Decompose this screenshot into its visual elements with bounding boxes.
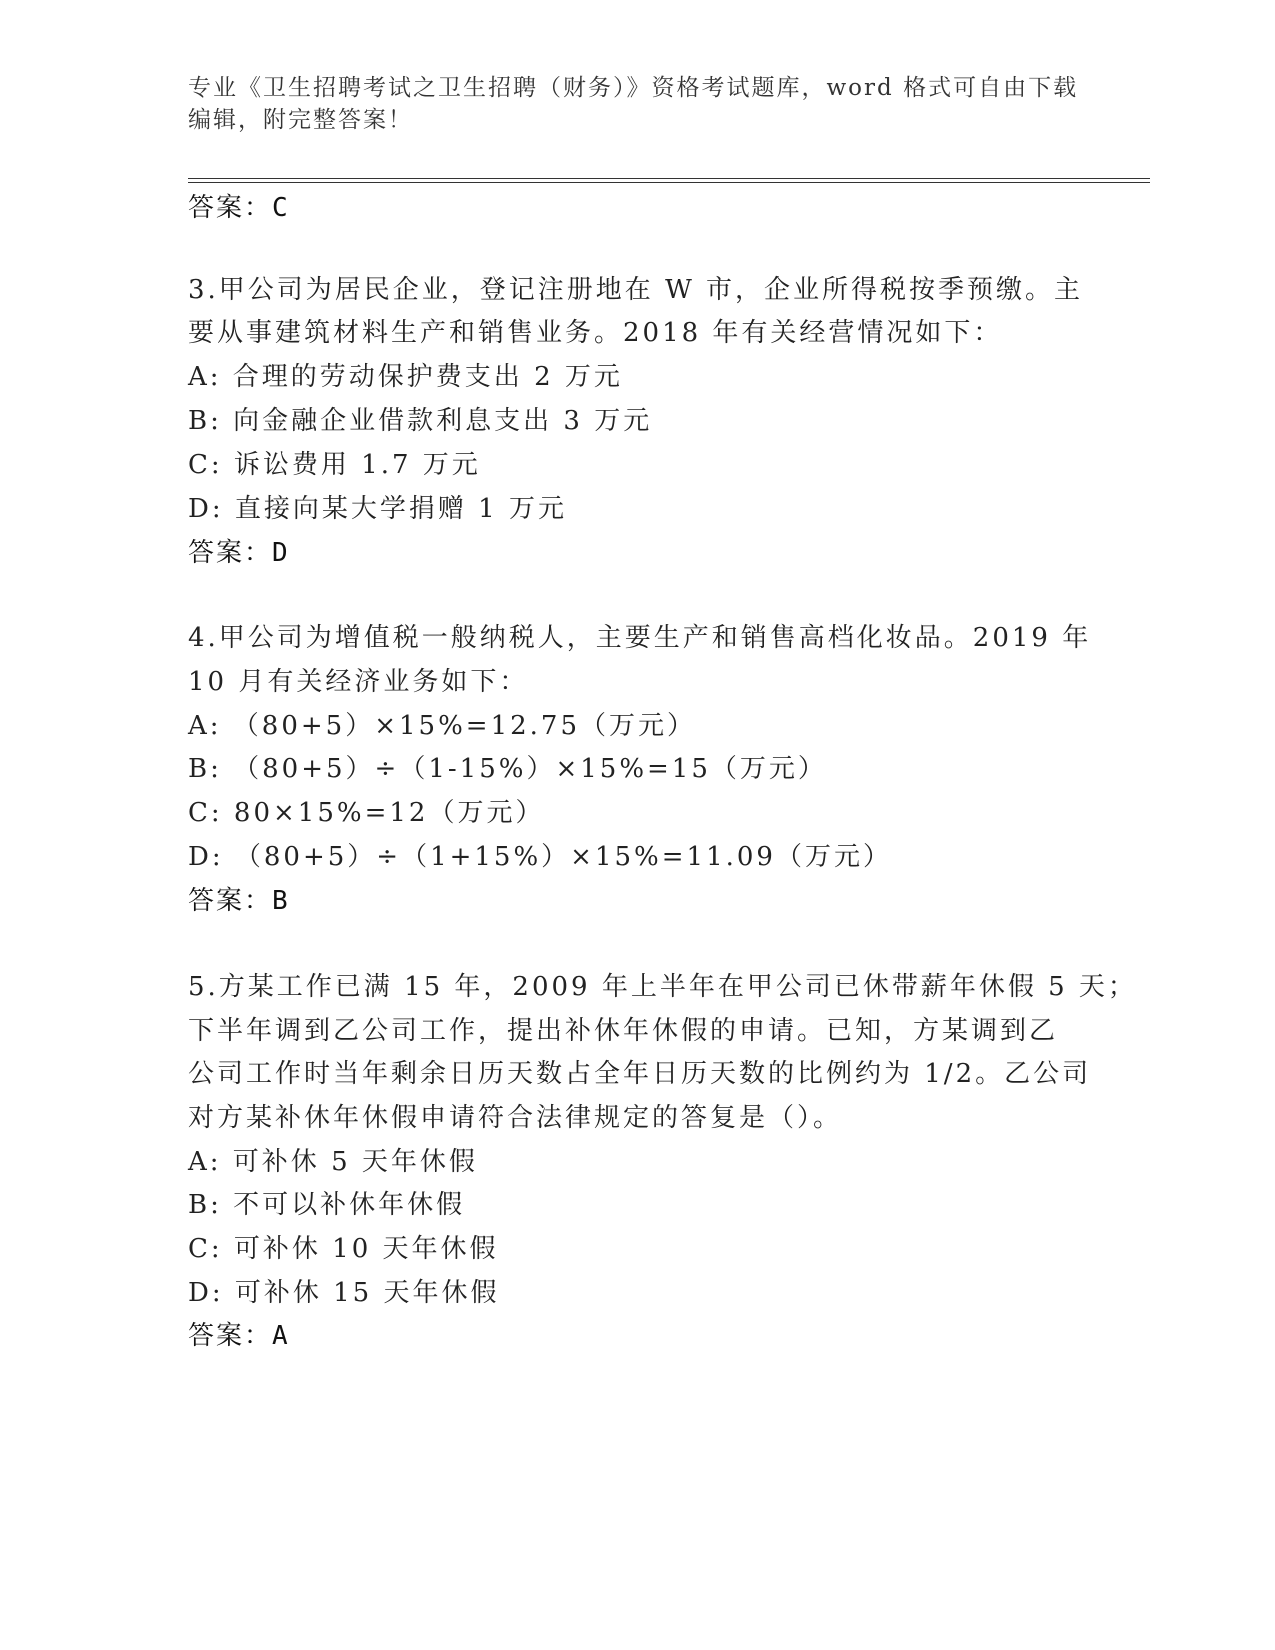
question-3-option-d: D: 直接向某大学捐赠 1 万元 (188, 494, 567, 524)
header-divider-top (188, 178, 1150, 179)
answer-label: 答案： (188, 886, 273, 916)
question-5-stem-line-4: 对方某补休年休假申请符合法律规定的答复是（）。 (188, 1103, 843, 1133)
answer-label: 答案： (188, 1321, 273, 1351)
answer-line (188, 193, 290, 223)
answer-value: C (272, 193, 290, 223)
answer-value: A (272, 1321, 290, 1351)
question-3-option-a: A: 合理的劳动保护费支出 2 万元 (188, 362, 623, 392)
answer-value: D (272, 538, 290, 568)
question-3-option-b: B: 向金融企业借款利息支出 3 万元 (188, 406, 653, 436)
question-5-option-a: A: 可补休 5 天年休假 (188, 1147, 478, 1177)
question-4-stem-line-1: 4.甲公司为增值税一般纳税人，主要生产和销售高档化妆品。2019 年 (188, 623, 1092, 653)
question-4-option-b: B: （80+5）÷（1-15%）×15%=15（万元） (188, 754, 827, 784)
answer-label: 答案： (188, 193, 273, 223)
question-5-answer (188, 1321, 290, 1351)
answer-label: 答案： (188, 538, 273, 568)
question-4-option-c: C: 80×15%=12（万元） (188, 798, 545, 828)
header-line-2: 编辑，附完整答案！ (188, 107, 413, 133)
question-5-stem-line-2: 下半年调到乙公司工作，提出补休年休假的申请。已知，方某调到乙 (188, 1016, 1059, 1046)
document-header (188, 72, 1088, 136)
question-3-option-c: C: 诉讼费用 1.7 万元 (188, 450, 481, 480)
question-5-option-c: C: 可补休 10 天年休假 (188, 1234, 499, 1264)
question-5-option-b: B: 不可以补休年休假 (188, 1190, 466, 1220)
question-5-stem-line-1: 5.方某工作已满 15 年，2009 年上半年在甲公司已休带薪年休假 5 天； (188, 972, 1137, 1002)
question-3-stem-line-1: 3.甲公司为居民企业，登记注册地在 W 市，企业所得税按季预缴。主 (188, 275, 1084, 305)
question-5-stem-line-3: 公司工作时当年剩余日历天数占全年日历天数的比例约为 1/2。乙公司 (188, 1059, 1092, 1089)
question-5-option-d: D: 可补休 15 天年休假 (188, 1278, 500, 1308)
question-3-answer (188, 538, 290, 568)
question-4-option-a: A: （80+5）×15%=12.75（万元） (188, 711, 697, 741)
question-4-stem-line-2: 10 月有关经济业务如下： (188, 667, 529, 697)
question-4-answer (188, 886, 290, 916)
question-3-stem-line-2: 要从事建筑材料生产和销售业务。2018 年有关经营情况如下： (188, 318, 1003, 348)
header-line-1: 专业《卫生招聘考试之卫生招聘（财务）》资格考试题库，word 格式可自由下载 (188, 75, 1079, 101)
answer-value: B (272, 886, 290, 916)
question-4-option-d: D: （80+5）÷（1+15%）×15%=11.09（万元） (188, 842, 892, 872)
header-divider-bottom (188, 182, 1150, 183)
